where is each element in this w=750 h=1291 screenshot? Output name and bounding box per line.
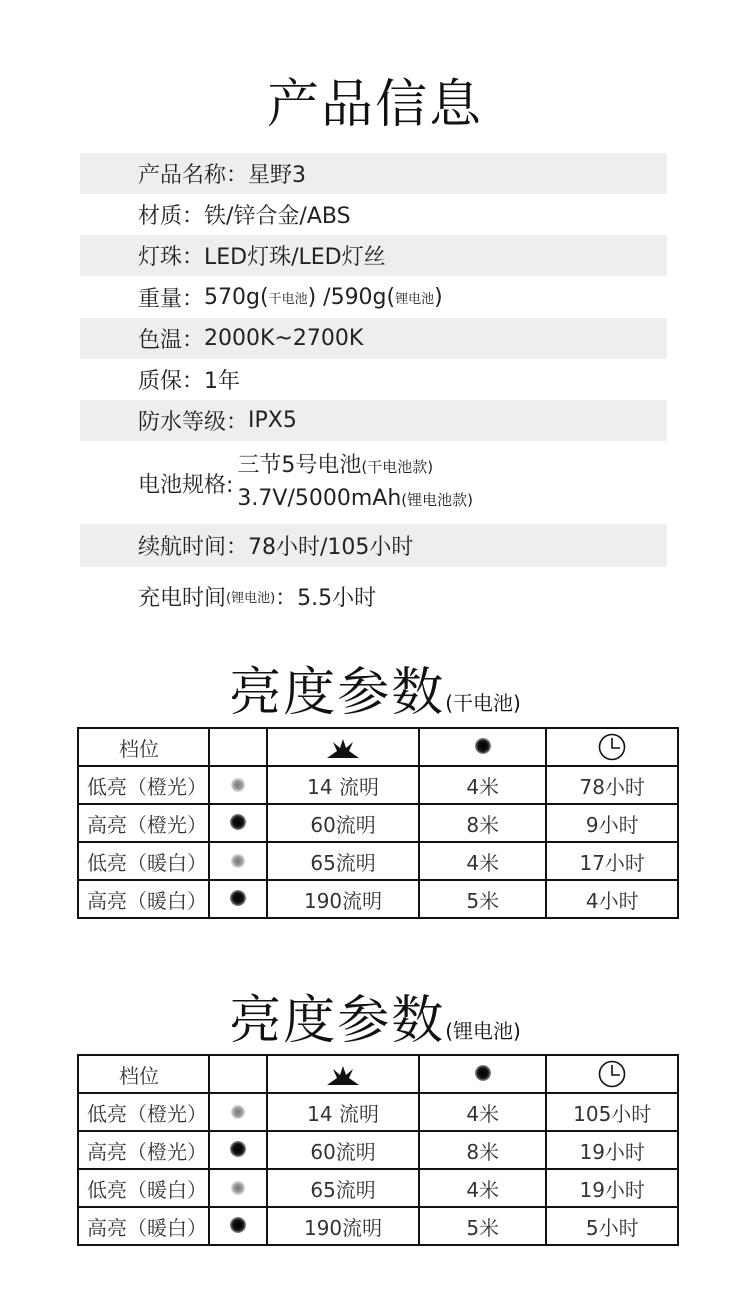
charge-note: (锂电池) [226, 591, 276, 606]
burst-icon [325, 739, 361, 759]
header-time [546, 1055, 678, 1093]
header-distance [419, 728, 546, 766]
distance-cell: 8米 [419, 804, 546, 842]
time-cell: 78小时 [546, 766, 678, 804]
lumen-cell: 60流明 [267, 804, 419, 842]
distance-cell: 4米 [419, 1169, 546, 1207]
dot-cell [209, 804, 268, 842]
info-row-warranty [80, 359, 667, 400]
info-value: 78小时/105小时 [248, 535, 414, 560]
time-cell: 19小时 [546, 1131, 678, 1169]
header-lumen [267, 728, 419, 766]
info-row-name [80, 153, 667, 194]
light-dot-icon [475, 1065, 491, 1081]
info-value: 1年 [204, 369, 241, 394]
brightness-title-note: (干电池) [445, 691, 521, 715]
dot-cell [209, 880, 268, 918]
light-dot-icon [475, 738, 491, 754]
info-label: 续航时间： [138, 535, 249, 560]
time-cell: 5小时 [546, 1207, 678, 1245]
lumen-cell: 190流明 [267, 880, 419, 918]
dot-cell [209, 1169, 268, 1207]
info-label: 电池规格: [138, 472, 234, 498]
table-row [78, 842, 678, 880]
table-row [78, 880, 678, 918]
info-value: IPX5 [248, 408, 297, 433]
light-dot-icon [230, 1141, 246, 1157]
distance-cell: 4米 [419, 842, 546, 880]
table-header-row [78, 728, 678, 766]
header-gear: 档位 [78, 728, 209, 766]
lumen-cell: 60流明 [267, 1131, 419, 1169]
table-row [78, 1093, 678, 1131]
brightness-title-note: (锂电池) [445, 1019, 521, 1043]
info-row-color-temp [80, 318, 667, 359]
info-label: 色温： [138, 328, 205, 353]
light-dot-icon [231, 854, 245, 868]
info-value: 铁/锌合金/ABS [204, 204, 351, 229]
info-row-bead [80, 235, 667, 276]
table-row [78, 1131, 678, 1169]
time-cell: 4小时 [546, 880, 678, 918]
gear-cell: 高亮（暖白） [78, 1207, 209, 1245]
distance-cell: 8米 [419, 1131, 546, 1169]
info-row-material [80, 194, 667, 235]
brightness-dry-title [0, 650, 750, 725]
burst-icon [325, 1066, 361, 1086]
lumen-cell: 65流明 [267, 1169, 419, 1207]
info-label: 材质： [138, 204, 205, 229]
dot-cell [209, 1131, 268, 1169]
gear-cell: 低亮（暖白） [78, 1169, 209, 1207]
brightness-table-dry [77, 727, 679, 919]
brightness-li-title [0, 978, 750, 1053]
table-row [78, 1169, 678, 1207]
battery-line-2: 3.7V/5000mAh [237, 486, 402, 511]
time-cell: 9小时 [546, 804, 678, 842]
light-dot-icon [231, 778, 245, 792]
dot-cell [209, 842, 268, 880]
info-value: LED灯珠/LED灯丝 [204, 245, 386, 270]
header-lumen [267, 1055, 419, 1093]
info-row-battery [80, 447, 667, 519]
table-header-row [78, 1055, 678, 1093]
distance-cell: 4米 [419, 1093, 546, 1131]
brightness-table-li [77, 1054, 679, 1246]
dot-cell [209, 1207, 268, 1245]
light-dot-icon [231, 1181, 245, 1195]
header-dot [209, 728, 268, 766]
weight-dry-note: 干电池 [268, 292, 308, 307]
info-value: ：5.5小时 [275, 586, 377, 611]
info-value: 星野3 [248, 163, 307, 188]
header-distance [419, 1055, 546, 1093]
clock-icon [597, 732, 627, 762]
info-row-waterproof [80, 400, 667, 441]
lumen-cell: 14 流明 [267, 766, 419, 804]
lumen-cell: 14 流明 [267, 1093, 419, 1131]
light-dot-icon [230, 890, 246, 906]
brightness-title-text: 亮度参数 [229, 991, 446, 1051]
page-title: 产品信息 [266, 75, 483, 135]
light-dot-icon [230, 1217, 246, 1233]
info-value: 2000K~2700K [204, 326, 364, 351]
gear-cell: 低亮（橙光） [78, 766, 209, 804]
clock-icon [597, 1059, 627, 1089]
table-row [78, 766, 678, 804]
gear-cell: 高亮（橙光） [78, 1131, 209, 1169]
light-dot-icon [231, 1105, 245, 1119]
table-row [78, 804, 678, 842]
info-label: 重量： [138, 287, 205, 312]
info-label: 产品名称： [138, 163, 249, 188]
battery-spec [237, 450, 473, 516]
info-label: 防水等级： [138, 410, 249, 435]
time-cell: 105小时 [546, 1093, 678, 1131]
header-dot [209, 1055, 268, 1093]
header-time [546, 728, 678, 766]
header-gear: 档位 [78, 1055, 209, 1093]
gear-cell: 低亮（橙光） [78, 1093, 209, 1131]
battery-line-1: 三节5号电池 [237, 453, 362, 478]
dot-cell [209, 1093, 268, 1131]
info-row-endurance [80, 524, 667, 567]
distance-cell: 5米 [419, 880, 546, 918]
lumen-cell: 65流明 [267, 842, 419, 880]
time-cell: 19小时 [546, 1169, 678, 1207]
info-label: 充电时间 [138, 586, 227, 611]
gear-cell: 高亮（橙光） [78, 804, 209, 842]
weight-dry: 570g( [204, 285, 269, 310]
light-dot-icon [230, 814, 246, 830]
info-row-charge [80, 576, 667, 617]
weight-close: ) [434, 285, 443, 310]
table-row [78, 1207, 678, 1245]
weight-li: ) /590g( [307, 285, 396, 310]
battery-note-2: (锂电池款) [401, 491, 474, 509]
dot-cell [209, 766, 268, 804]
brightness-title-text: 亮度参数 [229, 663, 446, 723]
lumen-cell: 190流明 [267, 1207, 419, 1245]
battery-note-1: (干电池款) [361, 458, 434, 476]
info-row-weight [80, 277, 667, 318]
info-label: 质保： [138, 369, 205, 394]
distance-cell: 5米 [419, 1207, 546, 1245]
gear-cell: 高亮（暖白） [78, 880, 209, 918]
info-label: 灯珠： [138, 245, 205, 270]
time-cell: 17小时 [546, 842, 678, 880]
distance-cell: 4米 [419, 766, 546, 804]
weight-li-note: 锂电池 [395, 292, 435, 307]
gear-cell: 低亮（暖白） [78, 842, 209, 880]
